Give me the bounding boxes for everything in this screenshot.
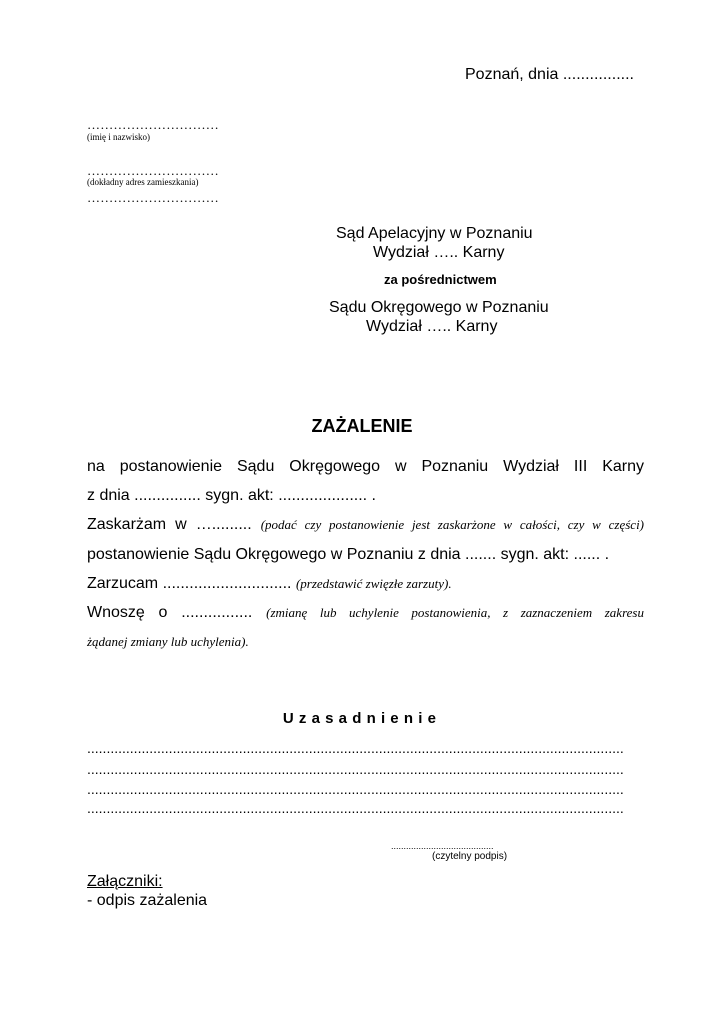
reasoning-heading: Uzasadnienie bbox=[282, 710, 442, 727]
charges-note: (przedstawić zwięzłe zarzuty). bbox=[295, 576, 452, 591]
sender-name-dots: ………………………… bbox=[87, 117, 219, 132]
intermediary-label: za pośrednictwem bbox=[384, 272, 497, 287]
request-note: (zmianę lub uchylenie postanowienia, z zaznaczeniem zakresu bbox=[266, 605, 644, 620]
body-line-2: z dnia ............... sygn. akt: .................... . bbox=[87, 487, 376, 504]
sender-address-label: (dokładny adres zamieszkania) bbox=[87, 177, 199, 187]
signature-label: (czytelny podpis) bbox=[432, 851, 508, 862]
attachment-item: - odpis zażalenia bbox=[87, 892, 208, 909]
body-line-6 bbox=[87, 604, 644, 622]
sender-address-dots-2: ………………………… bbox=[87, 190, 219, 205]
document-title: ZAŻALENIE bbox=[311, 416, 413, 436]
request-note-continued: żądanej zmiany lub uchylenia). bbox=[87, 634, 249, 649]
contest-scope-text: Zaskarżam w …......... bbox=[87, 516, 252, 533]
body-line-3 bbox=[87, 516, 644, 534]
body-line-5 bbox=[87, 575, 452, 593]
intermediary-court: Sądu Okręgowego w Poznaniu bbox=[329, 299, 549, 316]
reasoning-line: .......................................................................................................................................... bbox=[87, 740, 624, 756]
body-line-4: postanowienie Sądu Okręgowego w Poznaniu z dnia ....... sygn. akt: ...... . bbox=[87, 546, 610, 563]
charges-text: Zarzucam ............................. bbox=[87, 575, 292, 592]
sender-name-label: (imię i nazwisko) bbox=[87, 132, 150, 142]
attachments-heading: Załączniki: bbox=[87, 873, 163, 890]
contest-scope-note: (podać czy postanowienie jest zaskarżone w całości, czy w części) bbox=[260, 517, 645, 532]
addressee-court: Sąd Apelacyjny w Poznaniu bbox=[336, 225, 533, 242]
intermediary-division: Wydział ….. Karny bbox=[366, 318, 498, 335]
sender-address-dots: ………………………… bbox=[87, 163, 219, 178]
reasoning-line: .......................................................................................................................................... bbox=[87, 761, 624, 777]
request-text: Wnoszę o ................ bbox=[87, 604, 253, 621]
body-line-1: na postanowienie Sądu Okręgowego w Poznaniu Wydział III Karny bbox=[87, 458, 644, 475]
place-date: Poznań, dnia ................ bbox=[465, 66, 634, 83]
signature-line: ......................................... bbox=[391, 841, 494, 851]
reasoning-line: .......................................................................................................................................... bbox=[87, 781, 624, 797]
reasoning-line: .......................................................................................................................................... bbox=[87, 800, 624, 816]
addressee-division: Wydział ….. Karny bbox=[373, 244, 505, 261]
